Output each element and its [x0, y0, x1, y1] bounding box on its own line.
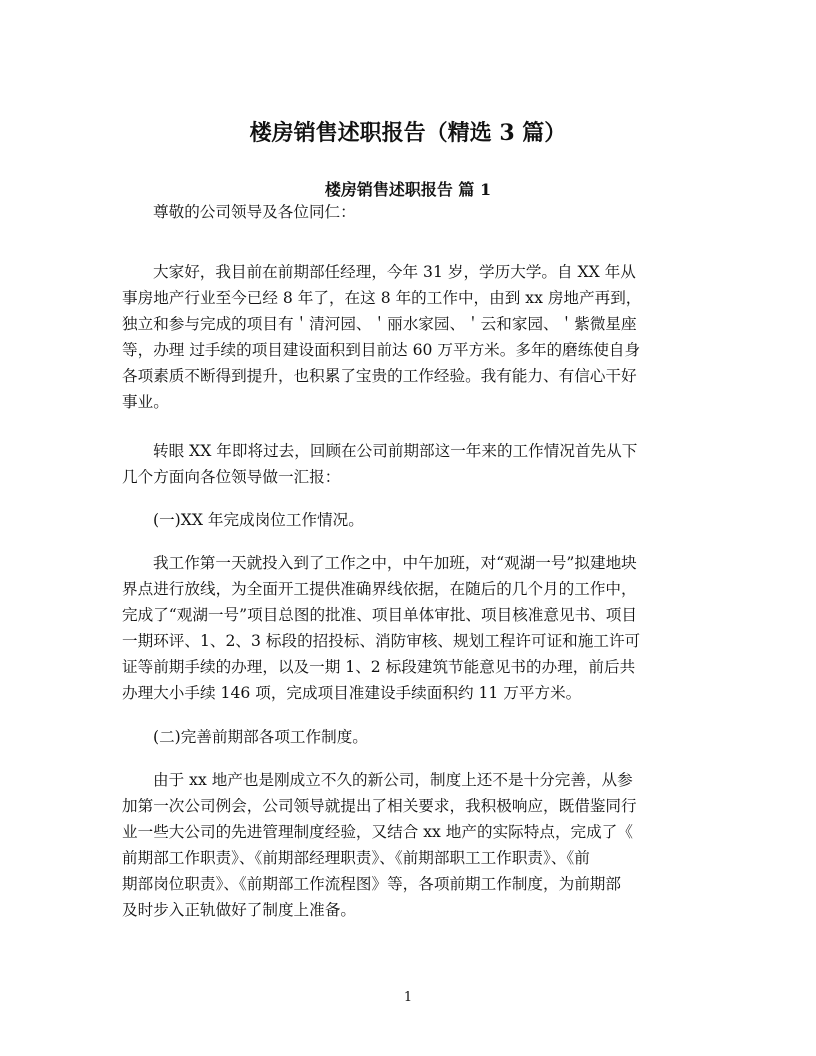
text-line: 由于 xx 地产也是刚成立不久的新公司，制度上还不是十分完善，从参 [153, 771, 633, 789]
paragraph [122, 199, 702, 225]
paragraph [122, 438, 702, 490]
text-line: 加第一次公司例会，公司领导就提出了相关要求，我积极响应，既借鉴同行 [122, 797, 637, 815]
text-line: 转眼 XX 年即将过去，回顾在公司前期部这一年来的工作情况首先从下 [153, 442, 638, 460]
page-number: 1 [403, 990, 413, 1005]
text-line: 业一些大公司的先进管理制度经验，又结合 xx 地产的实际特点，完成了《 [122, 823, 633, 841]
paragraph [122, 259, 702, 415]
text-line: 事房地产行业至今已经 8 年了，在这 8 年的工作中，由到 xx 房地产再到， [122, 289, 642, 307]
text-line: 期部岗位职责》、《前期部工作流程图》等，各项前期工作制度，为前期部 [122, 875, 621, 893]
text-line: 各项素质不断得到提升，也积累了宝贵的工作经验。我有能力、有信心干好 [122, 367, 637, 385]
section-heading: 楼房销售述职报告 篇 1 [324, 180, 492, 199]
text-line: 几个方面向各位领导做一汇报： [122, 468, 341, 486]
paragraph [122, 550, 702, 706]
text-line: 大家好，我目前在前期部任经理，今年 31 岁，学历大学。自 XX 年从 [153, 263, 636, 281]
text-line: 证等前期手续的办理，以及一期 1、2 标段建筑节能意见书的办理，前后共 [122, 658, 636, 676]
document-title: 楼房销售述职报告（精选 3 篇） [249, 120, 567, 146]
text-line: 尊敬的公司领导及各位同仁： [153, 203, 356, 221]
paragraph [122, 507, 702, 533]
text-line: 事业。 [122, 393, 169, 411]
text-line: 完成了“观湖一号”项目总图的批准、项目单体审批、项目核准意见书、项目 [122, 606, 637, 624]
text-line: 界点进行放线，为全面开工提供准确界线依据，在随后的几个月的工作中， [122, 580, 637, 598]
text-line: 我工作第一天就投入到了工作之中，中午加班，对“观湖一号”拟建地块 [153, 554, 637, 572]
paragraph [122, 724, 702, 750]
text-line: 独立和参与完成的项目有＇清河园、＇丽水家园、＇云和家园、＇紫微星座 [122, 315, 637, 333]
text-line: 等，办理 过手续的项目建设面积到目前达 60 万平方米。多年的磨练使自身 [122, 341, 641, 359]
text-line: 一期环评、1、2、3 标段的招投标、消防审核、规划工程许可证和施工许可 [122, 632, 641, 650]
text-line: 前期部工作职责》、《前期部经理职责》、《前期部职工工作职责》、《前 [122, 849, 590, 867]
text-line: (二)完善前期部各项工作制度。 [153, 728, 368, 746]
text-line: (一)XX 年完成岗位工作情况。 [153, 511, 364, 529]
text-line: 办理大小手续 146 项，完成项目准建设手续面积约 11 万平方米。 [122, 684, 582, 702]
paragraph [122, 767, 702, 923]
text-line: 及时步入正轨做好了制度上准备。 [122, 901, 356, 919]
